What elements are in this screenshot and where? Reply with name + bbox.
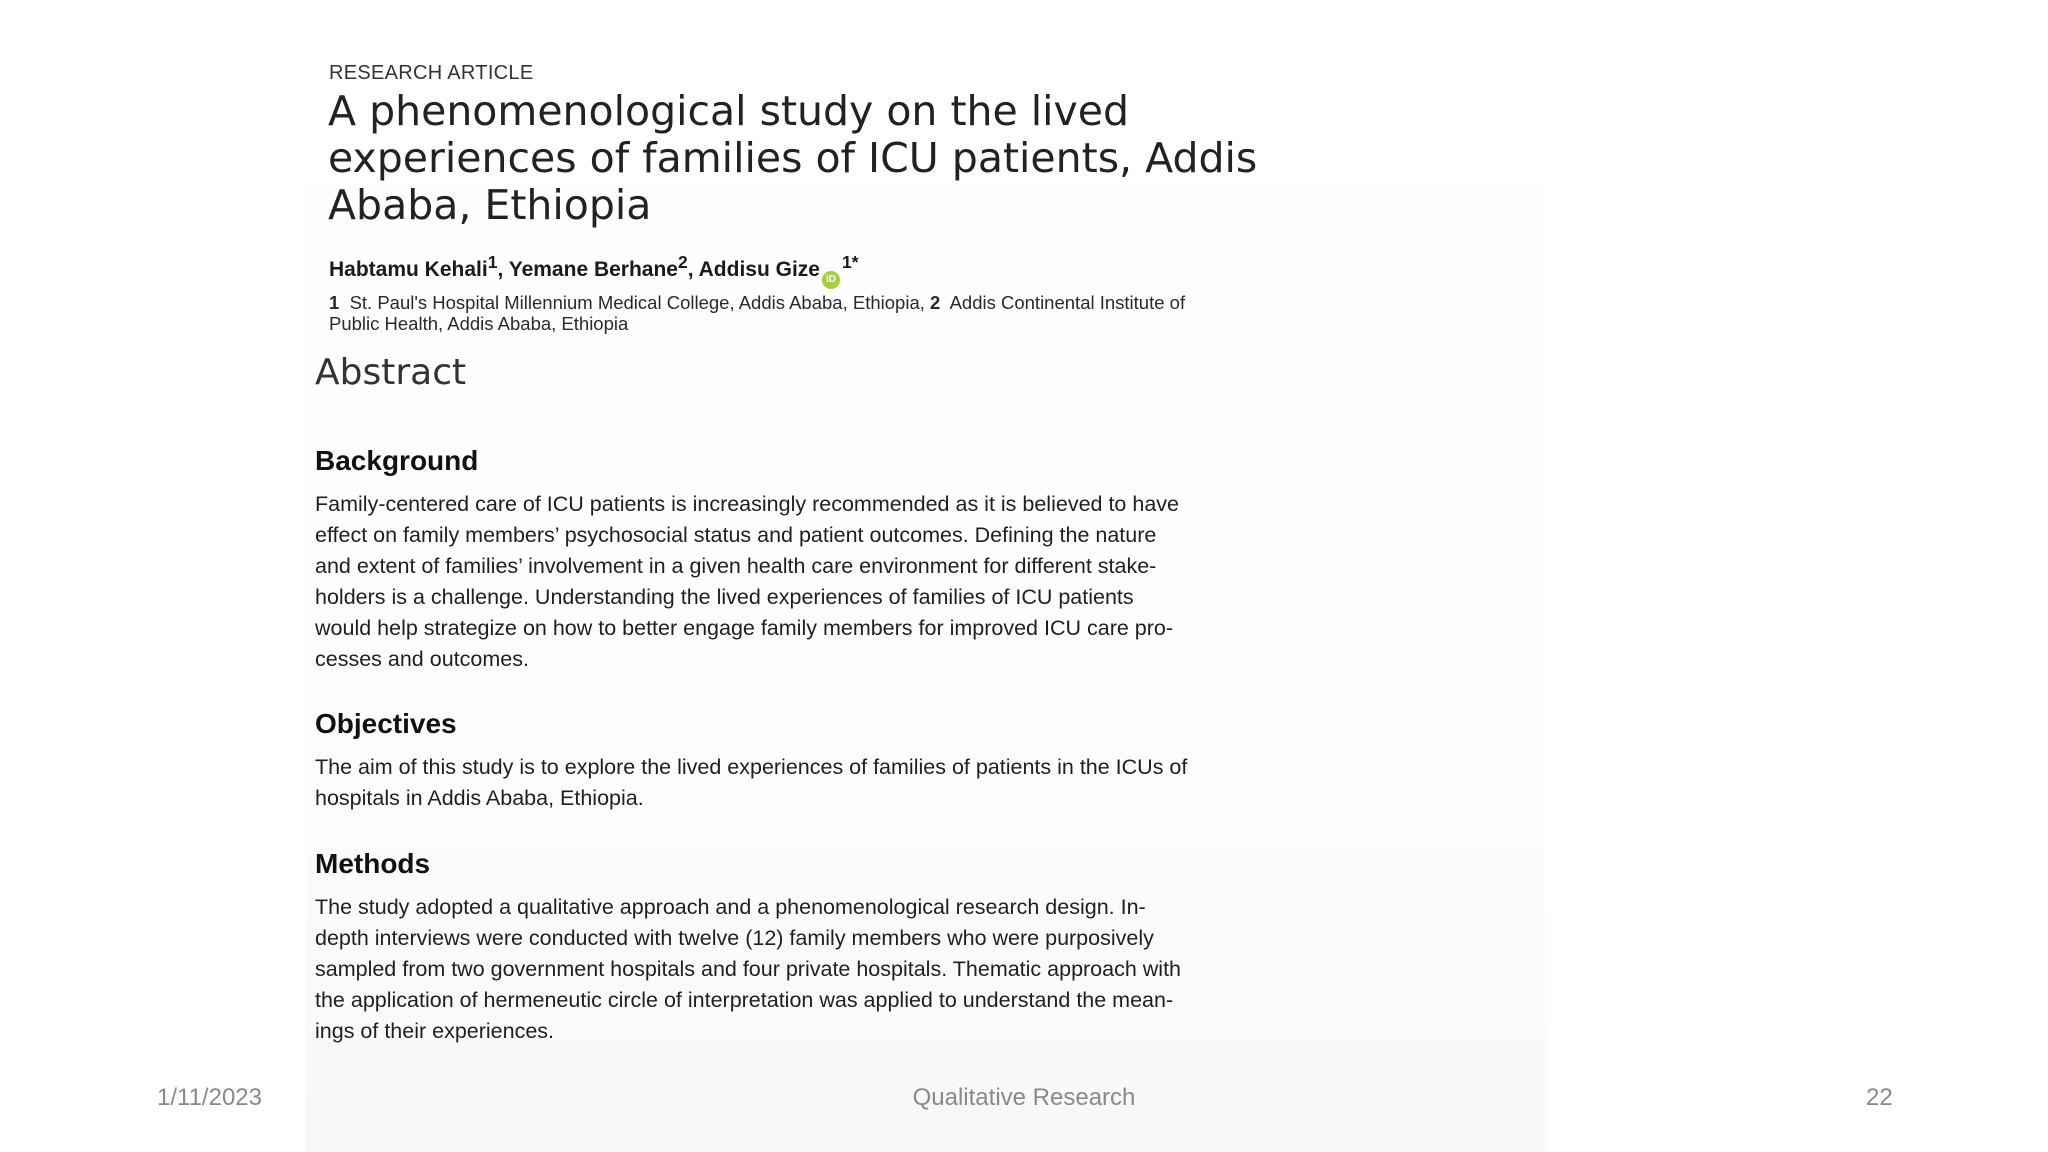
affiliation-text: St. Paul's Hospital Millennium Medical College, Addis Ababa, Ethiopia, <box>349 292 925 313</box>
text-line: Family-centered care of ICU patients is increasingly recommended as it is believed to have <box>315 492 1179 516</box>
text-line: ings of their experiences. <box>315 1019 555 1043</box>
corresponding-author-mark: * <box>851 252 859 272</box>
text-line: depth interviews were conducted with twelve (12) family members who were purposively <box>315 926 1154 950</box>
text-line: hospitals in Addis Ababa, Ethiopia. <box>315 786 644 810</box>
author-affiliation-mark: 1 <box>841 252 852 272</box>
background-heading: Background <box>315 445 479 476</box>
author-list <box>329 252 859 289</box>
text-line: the application of hermeneutic circle of interpretation was applied to understand the mean- <box>315 988 1174 1012</box>
methods-heading: Methods <box>315 848 431 879</box>
footer-date: 1/11/2023 <box>157 1084 262 1111</box>
footer-title: Qualitative Research <box>912 1084 1136 1111</box>
author-name: Addisu Gize <box>698 258 820 281</box>
title-line: A phenomenological study on the lived <box>328 87 1130 135</box>
text-line: effect on family members’ psychosocial status and patient outcomes. Defining the nature <box>315 523 1157 547</box>
affiliation-line <box>329 292 1509 313</box>
author-name: Yemane Berhane <box>508 258 678 281</box>
text-line: cesses and outcomes. <box>315 647 529 671</box>
text-line: holders is a challenge. Understanding the lived experiences of families of ICU patients <box>315 585 1134 609</box>
text-line: sampled from two government hospitals and four private hospitals. Thematic approach with <box>315 957 1182 981</box>
affiliations <box>329 292 1509 334</box>
text-line: The aim of this study is to explore the lived experiences of families of patients in the ICUs of <box>315 755 1188 779</box>
paper-title <box>328 88 1528 229</box>
slide-number: 22 <box>1866 1084 1893 1111</box>
affiliation-line: Public Health, Addis Ababa, Ethiopia <box>329 313 629 334</box>
text-line: The study adopted a qualitative approach and a phenomenological research design. In- <box>315 895 1146 919</box>
affiliation-number: 2 <box>930 292 941 313</box>
author-separator: , <box>687 258 699 281</box>
title-line: Ababa, Ethiopia <box>328 181 652 229</box>
orcid-icon: iD <box>822 271 840 289</box>
background-text <box>315 489 1545 675</box>
author-affiliation-mark: 2 <box>678 252 688 272</box>
affiliation-text: Addis Continental Institute of <box>949 292 1186 313</box>
title-line: experiences of families of ICU patients, Addis <box>328 134 1258 182</box>
author-affiliation-mark: 1 <box>487 252 498 272</box>
paper-excerpt-image <box>305 52 1545 1152</box>
author-separator: , <box>497 258 509 281</box>
abstract-heading: Abstract <box>315 352 467 393</box>
objectives-text <box>315 752 1545 814</box>
text-line: and extent of families’ involvement in a given health care environment for different stake- <box>315 554 1157 578</box>
methods-text <box>315 892 1545 1047</box>
author-name: Habtamu Kehali <box>329 258 488 281</box>
article-type-label: RESEARCH ARTICLE <box>329 62 534 84</box>
objectives-heading: Objectives <box>315 708 457 739</box>
text-line: would help strategize on how to better engage family members for improved ICU care pro- <box>315 616 1174 640</box>
affiliation-number: 1 <box>329 292 340 313</box>
